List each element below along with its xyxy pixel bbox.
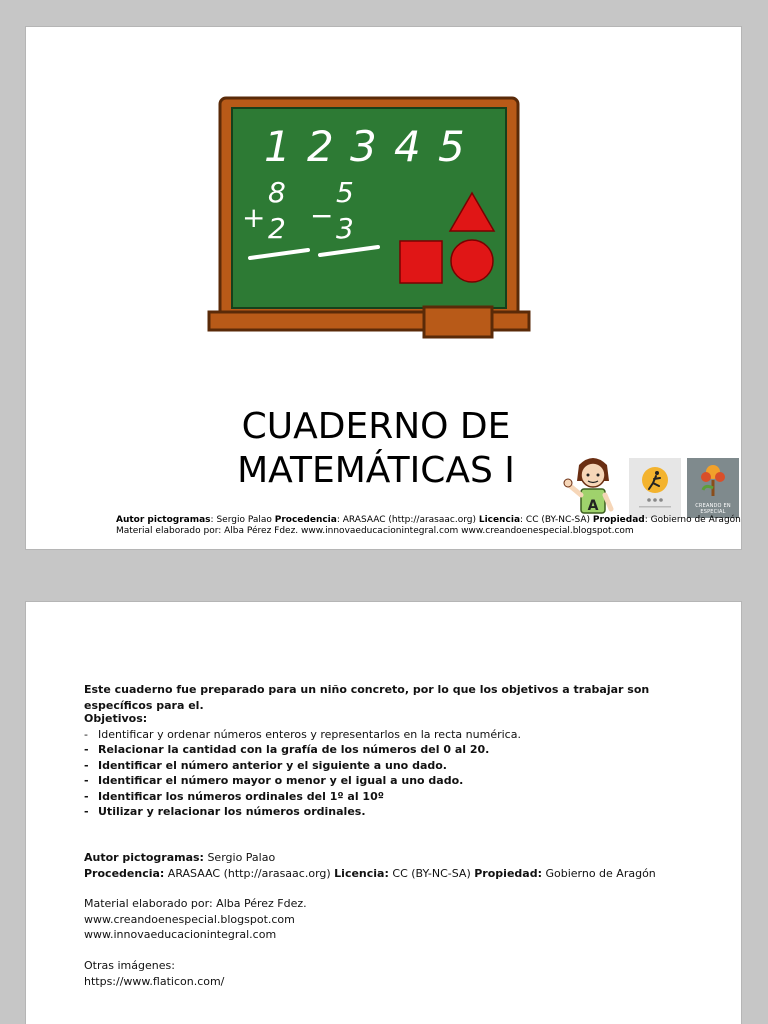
cover-credits-line1: Autor pictogramas: Sergio Palao Procedencia: ARASAAC (http://arasaac.org) Licencia: CC (BY-NC-SA) Propiedad: Gobierno de Aragón [116,515,741,525]
chalk-eraser [424,307,492,337]
cover-title-line2: MATEMÁTICAS I [237,450,515,491]
creando-en-especial-logo-text: CREANDO EN ESPECIAL [695,503,731,515]
sum1-operator: + [242,201,266,234]
objective-item: - Utilizar y relacionar los números ordinales. [84,804,721,820]
sum2-top: 5 [336,176,354,209]
cover-credits [116,515,741,537]
board-digit-2: 2 [307,122,334,171]
creando-en-especial-logo [687,458,739,518]
objectives-section [84,711,721,820]
objectives-list [84,727,721,820]
cover-title-line1: CUADERNO DE [241,406,511,447]
running-figure-logo-icon [629,458,681,518]
sum1-top: 8 [268,176,286,209]
board-digit-5: 5 [438,122,465,171]
sum2-operator: − [310,199,334,232]
source-license-line: Procedencia: ARASAAC (http://arasaac.org) Licencia: CC (BY-NC-SA) Propiedad: Gobierno de Aragón [84,866,656,880]
cover-title [176,405,576,493]
objective-item: - Identificar y ordenar números enteros y representarlos en la recta numérica. [84,727,721,743]
authors-line: Autor pictogramas: Sergio Palao [84,851,276,864]
cover-credits-line2: Material elaborado por: Alba Pérez Fdez. www.innovaeducacionintegral.com www.creandoenespecial.blogspot.com [116,526,634,536]
board-digit-1: 1 [264,122,291,171]
other-images-section [84,958,721,989]
info-page [26,602,741,1024]
objective-item: - Identificar el número mayor o menor y el igual a uno dado. [84,773,721,789]
kid-shirt-letter: A [587,498,599,514]
square-shape [400,241,442,283]
authors-section [84,850,721,881]
objective-item: - Relacionar la cantidad con la grafía de los números del 0 al 20. [84,742,721,758]
flaticon-link[interactable]: https://www.flaticon.com/ [84,974,225,988]
other-images-title: Otras imágenes: [84,959,175,972]
cover-page [26,27,741,549]
material-link-creandoenespecial[interactable]: www.creandoenespecial.blogspot.com [84,912,295,926]
sum1-bottom: 2 [268,212,286,245]
board-digit-3: 3 [350,122,377,171]
objectives-title: Objetivos: [84,712,148,725]
material-link-innovaeducacion[interactable]: www.innovaeducacionintegral.com [84,928,277,941]
material-author: Material elaborado por: Alba Pérez Fdez. [84,897,307,910]
circle-shape [451,240,493,282]
objective-item: - Identificar los números ordinales del 1º al 10º [84,789,721,805]
board-digit-4: 4 [394,122,421,171]
chalkboard-illustration [206,95,532,341]
waving-child-pictogram [563,455,623,519]
sum2-bottom: 3 [336,212,354,245]
innova-logo [629,458,681,518]
intro-text: Este cuaderno fue preparado para un niño concreto, por lo que los objetivos a trabajar son específicos para el. [84,683,650,712]
objective-item: - Identificar el número anterior y el siguiente a uno dado. [84,758,721,774]
material-section [84,896,721,943]
